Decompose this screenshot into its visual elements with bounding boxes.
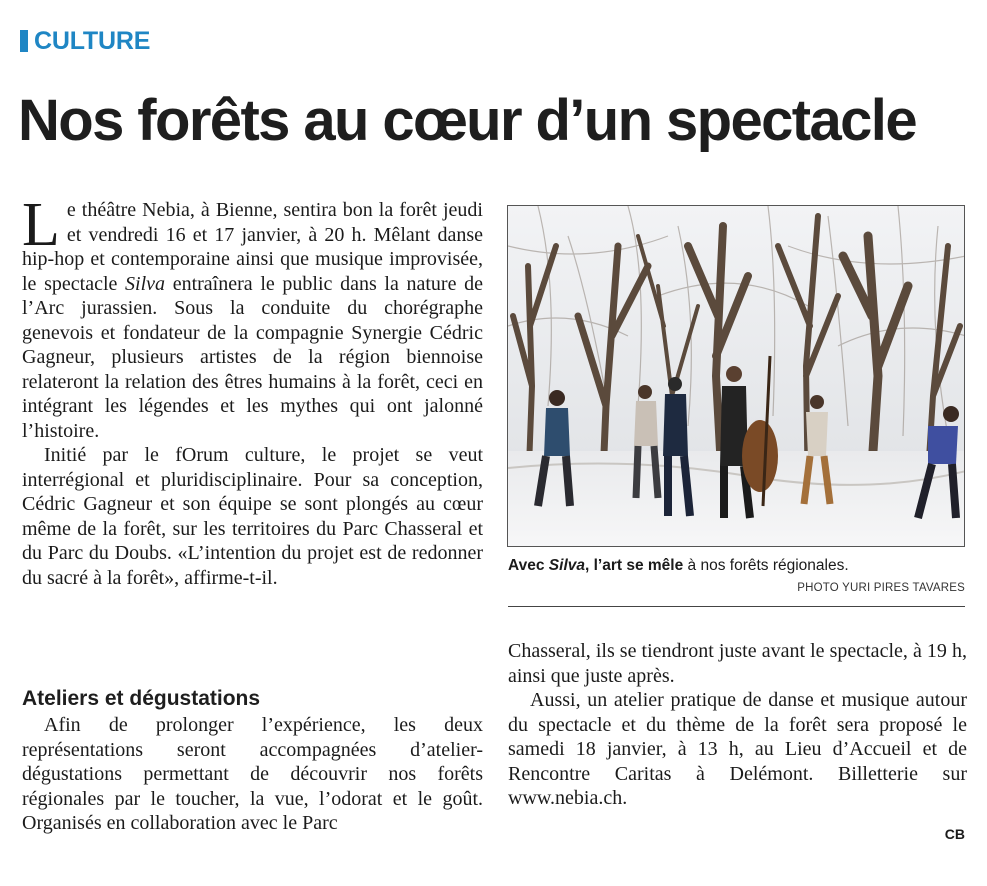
article-body-right: [508, 639, 967, 811]
article-body-left: [22, 191, 483, 590]
caption-bold-end: , l’art se mêle: [585, 557, 684, 574]
forest-dancers-image: [508, 206, 965, 547]
paragraph-4: Chasseral, ils se tiendront juste avant le spectacle, à 19 h, ainsi que juste après.: [508, 640, 967, 687]
photo-credit: PHOTO YURI PIRES TAVARES: [797, 582, 965, 594]
caption-italic: Silva: [548, 557, 585, 574]
drop-cap: L: [22, 191, 60, 259]
article-headline: Nos forêts au cœur d’un spectacle: [18, 88, 916, 153]
show-title-italic: Silva: [125, 272, 166, 295]
photo-caption: [508, 556, 968, 576]
author-signature: CB: [944, 826, 965, 842]
paragraph-3: Afin de prolonger l’expérience, les deux représentations seront accompagnées d’atelier-dégustations permettant de découvrir nos forêts régionales par le toucher, la vue, l’odorat et le goût. Organisés en collaboration avec le Parc: [22, 714, 483, 834]
rubric-bar: [20, 30, 28, 52]
paragraph-2: Initié par le fOrum culture, le projet se veut interrégional et pluridisciplinaire. Pour sa conception, Cédric Gagneur et son équipe se sont plongés au cœur même de la forêt, sur les territoires du Parc Chasseral et du Parc du Doubs. «L’intention du projet est de redonner du sacré à la forêt», affirme-t-il.: [22, 444, 483, 589]
caption-prefix: Avec: [508, 557, 549, 574]
caption-divider: [508, 606, 965, 607]
paragraph-1-text: e théâtre Nebia, à Bienne, sentira bon la forêt jeudi et vendredi 16 et 17 janvier, à 20 h. Mêlant danse hip-hop et contemporaine ainsi que musique improvisée, le spectacle: [22, 199, 483, 295]
rubric-label: CULTURE: [34, 26, 151, 55]
paragraph-1: [22, 191, 483, 443]
section-rubric: [20, 26, 150, 56]
caption-rest: à nos forêts régionales.: [683, 557, 849, 574]
paragraph-1-end: entraînera le public dans la nature de l’Arc jurassien. Sous la conduite du chorégraphe genevois et fondateur de la compagnie Synergie Cédric Gagneur, plusieurs artistes de la région biennoise relateront la relation des êtres humains à la forêt, ceci en intégrant les légendes et les mythes qui ont jalonné l’histoire.: [22, 272, 483, 442]
article-photo: [507, 205, 965, 547]
paragraph-5: Aussi, un atelier pratique de danse et musique autour du spectacle et du thème de la forêt sera proposé le samedi 18 janvier, à 13 h, au Lieu d’Accueil et de Rencontre Caritas à Delémont. Billetterie sur www.nebia.ch.: [508, 689, 967, 809]
subheading: Ateliers et dégustations: [22, 687, 261, 710]
